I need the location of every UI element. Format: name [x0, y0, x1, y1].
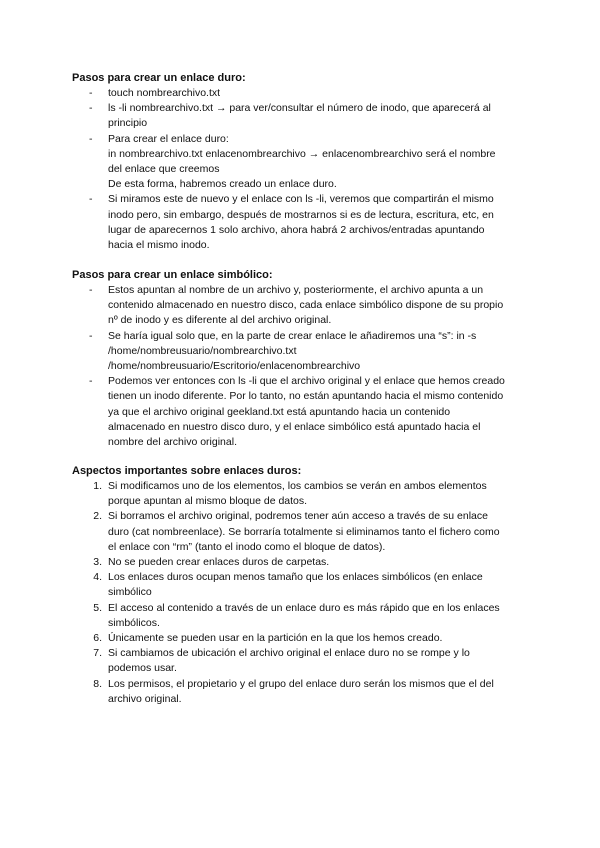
text-line: Si borramos el archivo original, podremos tener aún acceso a través de su enlace [108, 510, 488, 523]
text-line: Estos apuntan al nombre de un archivo y, posteriormente, el archivo apunta a un [108, 284, 484, 296]
list-item [72, 192, 532, 253]
text-line: simbólicos. [108, 616, 160, 629]
list-item [72, 86, 532, 101]
text-line: simbólico [108, 586, 152, 599]
text-line: Podemos ver entonces con ls -li que el archivo original y el enlace que hemos creado [108, 375, 505, 388]
text-line: Se haría igual solo que, en la parte de crear enlace le añadiremos una “s”: in -s [108, 329, 477, 342]
text-line: Si modificamos uno de los elementos, los cambios se verán en ambos elementos [108, 480, 487, 492]
number-marker: 4. [93, 571, 102, 584]
number-marker: 2. [93, 510, 102, 523]
text-line: duro (cat nombreenlace). Se borraría totalmente si eliminamos tanto el fichero como [108, 525, 500, 538]
text-line: hacia el mismo inodo. [108, 239, 210, 252]
text-line: in nombrearchivo.txt enlacenombrearchivo → enlacenombrearchivo será el nombre [108, 147, 496, 160]
text-line: No se pueden crear enlaces duros de carpetas. [108, 556, 330, 569]
text-line: el enlace con “rm” (tanto el inodo como el bloque de datos). [108, 540, 386, 553]
number-marker: 7. [93, 647, 102, 660]
list-item [72, 479, 532, 509]
text-line: /home/nombreusuario/nombrearchivo.txt [108, 344, 297, 357]
text-line: Únicamente se pueden usar en la partición en la que los hemos creado. [108, 632, 443, 645]
text-line: ya que el archivo original geekland.txt está apuntando hacia un contenido [108, 405, 451, 418]
list-item [72, 570, 532, 600]
list-item [72, 283, 532, 329]
text-line: inodo pero, sin embargo, después de mostrarnos si es de lectura, escritura, etc, en [108, 208, 494, 221]
section-symbolic-link-steps [72, 268, 532, 450]
list-item [72, 509, 532, 555]
list-item [72, 132, 532, 193]
numbered-list [72, 479, 532, 707]
section-heading: Pasos para crear un enlace simbólico: [72, 269, 273, 281]
dash-marker: - [89, 375, 93, 388]
text-line: del enlace que creemos [108, 163, 220, 176]
dash-marker: - [89, 132, 93, 145]
text-line: ls -li nombrearchivo.txt → para ver/consultar el número de inodo, que aparecerá al [108, 102, 491, 115]
list-item [72, 631, 532, 646]
text-line: lugar de aparecernos 1 solo archivo, ahora habrá 2 archivos/entradas apuntando [108, 223, 485, 236]
text-line: nº de inodo y es diferente al del archivo original. [108, 314, 332, 327]
text-line: De esta forma, habremos creado un enlace duro. [108, 178, 337, 191]
number-marker: 3. [93, 556, 102, 569]
text-line: Si miramos este de nuevo y el enlace con ls -li, veremos que compartirán el mismo [108, 193, 494, 206]
text-line: touch nombrearchivo.txt [108, 87, 221, 99]
text-line: /home/nombreusuario/Escritorio/enlacenombrearchivo [108, 360, 361, 373]
text-line: El acceso al contenido a través de un enlace duro es más rápido que en los enlaces [108, 601, 500, 614]
dash-marker: - [89, 193, 93, 206]
dash-list [72, 283, 532, 450]
text-line: Si cambiamos de ubicación el archivo original el enlace duro no se rompe y lo [108, 647, 470, 660]
text-line: contenido almacenado en nuestro disco, cada enlace simbólico dispone de su propio [108, 299, 504, 312]
dash-marker: - [89, 329, 93, 342]
number-marker: 5. [93, 601, 102, 614]
text-line: Para crear el enlace duro: [108, 132, 229, 145]
text-line: tienen un inodo diferente. Por lo tanto, no están apuntando hacia el mismo contenido [108, 390, 504, 403]
number-marker: 1. [93, 480, 102, 492]
text-line: principio [108, 117, 148, 130]
text-line: Los enlaces duros ocupan menos tamaño que los enlaces simbólicos (en enlace [108, 571, 483, 584]
text-line: porque apuntan al mismo bloque de datos. [108, 495, 308, 508]
text-line: podemos usar. [108, 662, 177, 675]
text-line: Los permisos, el propietario y el grupo del enlace duro serán los mismos que el del [108, 677, 494, 690]
list-item [72, 374, 532, 450]
list-item [72, 555, 532, 570]
text-line: almacenado en nuestro disco duro, y el enlace simbólico está apuntado hacia el [108, 420, 481, 433]
number-marker: 8. [93, 677, 102, 690]
dash-marker: - [89, 284, 93, 296]
dash-marker: - [89, 102, 93, 115]
list-item [72, 329, 532, 375]
list-item [72, 101, 532, 131]
section-heading: Pasos para crear un enlace duro: [72, 72, 246, 84]
list-item [72, 677, 532, 707]
section-hard-link-aspects [72, 464, 532, 707]
number-marker: 6. [93, 632, 102, 645]
list-item [72, 646, 532, 676]
section-hard-link-steps [72, 71, 532, 253]
dash-list [72, 86, 532, 253]
text-line: nombre del archivo original. [108, 436, 237, 449]
text-line: archivo original. [108, 692, 182, 705]
section-heading: Aspectos importantes sobre enlaces duros: [72, 465, 302, 477]
dash-marker: - [89, 87, 93, 99]
list-item [72, 601, 532, 631]
